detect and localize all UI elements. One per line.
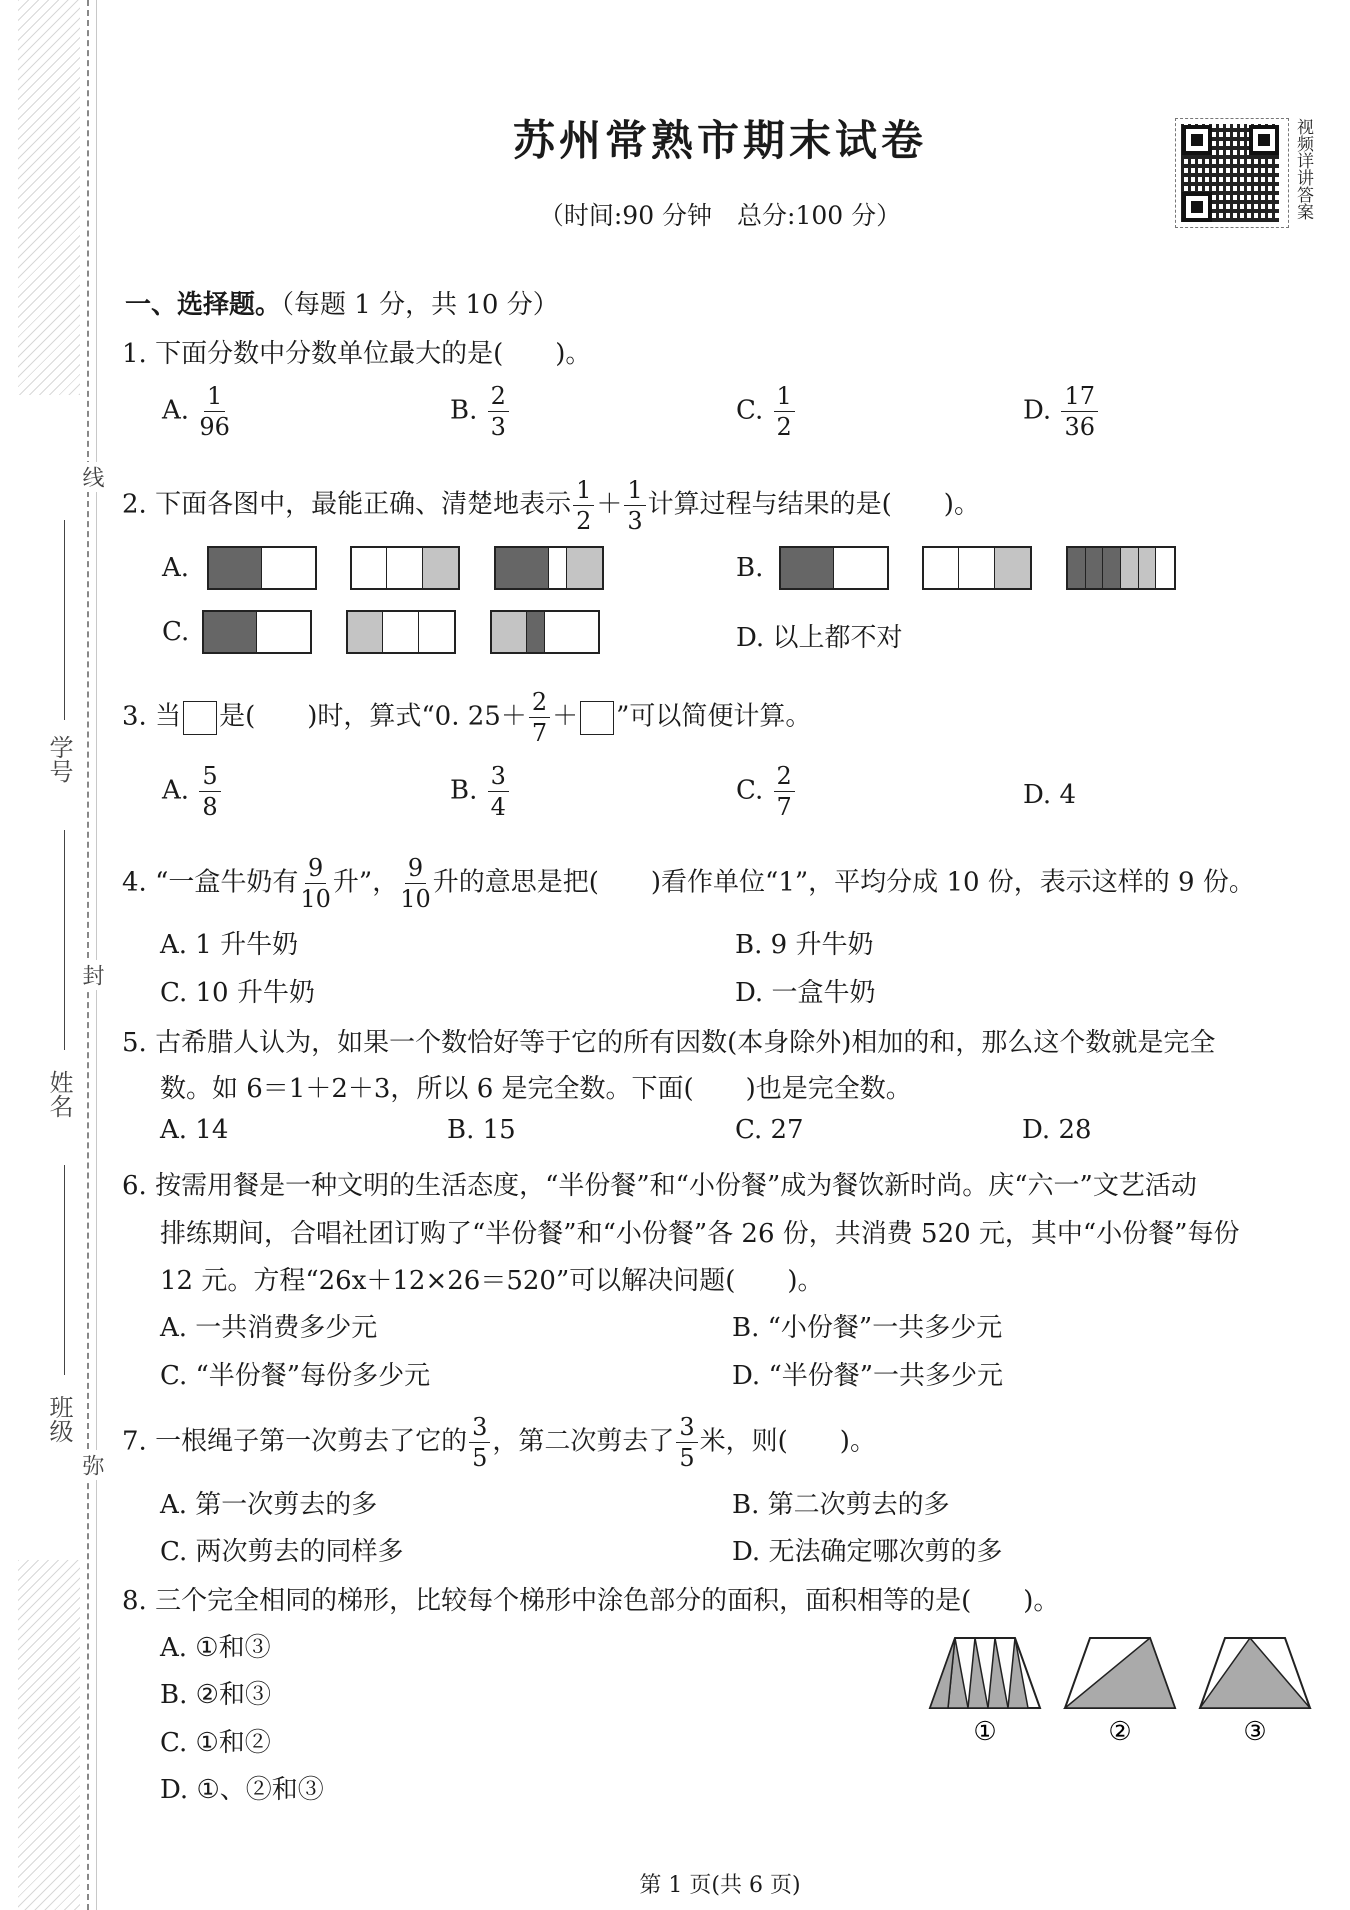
q6-text-line-3: 12 元。方程“26x＋12×26＝520”可以解决问题( )。: [160, 1266, 824, 1296]
fraction: [300, 856, 331, 911]
seal-char-seal: 封: [76, 960, 107, 990]
q5-option-c[interactable]: C. 27: [735, 1115, 804, 1145]
numerator: 2: [488, 384, 509, 412]
section-heading-note: （每题 1 分，共 10 分）: [281, 290, 559, 320]
q6-text-line-1: 6. 按需用餐是一种文明的生活态度，“半份餐”和“小份餐”成为餐饮新时尚。庆“六一”文艺活动: [122, 1171, 1197, 1201]
denominator: 7: [531, 719, 548, 747]
class-label: 班级: [45, 1395, 73, 1443]
q3-text-pre: 3. 当: [122, 701, 182, 732]
q2-option-b-label[interactable]: B.: [736, 553, 764, 583]
q3-text-mid: 是( )时，算式“0. 25＋: [219, 701, 527, 732]
q8-option-d[interactable]: D. ①、②和③: [160, 1775, 324, 1805]
q2-option-c-label[interactable]: C.: [162, 617, 190, 647]
denominator: 2: [776, 413, 792, 441]
student-name-blank[interactable]: [64, 830, 65, 1050]
q2-a-figure-1: [207, 546, 317, 590]
option-label: C.: [736, 775, 764, 806]
qr-finder-icon: [1182, 125, 1212, 155]
numerator: 5: [199, 764, 220, 792]
figure-label-3: ③: [1243, 1717, 1267, 1747]
fraction: [469, 1415, 490, 1470]
option-label: A.: [162, 775, 190, 806]
denominator: 5: [472, 1444, 488, 1472]
denominator: 36: [1064, 413, 1095, 441]
page-edge-line: [96, 0, 97, 1910]
blank-box: [580, 701, 614, 735]
q4-option-b[interactable]: B. 9 升牛奶: [735, 930, 874, 960]
q5-text-line-2: 数。如 6＝1＋2＋3，所以 6 是完全数。下面( )也是完全数。: [160, 1074, 912, 1104]
fraction: [676, 1415, 697, 1470]
q2-a-figure-2: [350, 546, 460, 590]
q5-option-b[interactable]: B. 15: [447, 1115, 516, 1145]
qr-finder-icon: [1249, 125, 1279, 155]
student-id-label: 学号: [45, 735, 73, 783]
q5-option-a[interactable]: A. 14: [160, 1115, 229, 1145]
numerator: 2: [529, 690, 550, 718]
denominator: 8: [202, 793, 218, 821]
option-label: B.: [450, 775, 478, 806]
numerator: 1: [624, 478, 645, 506]
option-label: B.: [450, 395, 478, 426]
student-name-label: 姓名: [45, 1070, 73, 1118]
fraction: [199, 384, 230, 439]
q2-b-figure-1: [779, 546, 889, 590]
q4-text-pre: 4. “一盒牛奶有: [122, 867, 299, 898]
trapezoid-1: [930, 1638, 1040, 1708]
q4-option-a[interactable]: A. 1 升牛奶: [160, 930, 299, 960]
blank-box: [183, 701, 217, 735]
q2-b-figure-2: [922, 546, 1032, 590]
fraction: [774, 764, 795, 819]
numerator: 3: [469, 1415, 490, 1443]
seal-char-closed: 弥: [76, 1450, 107, 1480]
class-blank[interactable]: [64, 1165, 65, 1375]
numerator: 2: [774, 764, 795, 792]
q8-text: 8. 三个完全相同的梯形，比较每个梯形中涂色部分的面积，面积相等的是( )。: [122, 1586, 1060, 1616]
exam-title: 苏州常熟市期末试卷: [512, 116, 927, 165]
option-label: C.: [736, 395, 764, 426]
q2-text-post: 计算过程与结果的是( )。: [647, 489, 980, 520]
denominator: 3: [627, 507, 643, 535]
q4-option-d[interactable]: D. 一盒牛奶: [735, 978, 876, 1008]
q2-b-figure-3: [1066, 546, 1176, 590]
fraction: [1061, 384, 1098, 439]
q3-option-b[interactable]: [450, 764, 511, 819]
fraction: [488, 764, 509, 819]
margin-hatch-bottom: [18, 1560, 80, 1910]
binding-dashed-line: [87, 0, 89, 1910]
numerator: 9: [305, 856, 326, 884]
q3-text: [122, 690, 811, 745]
numerator: 3: [676, 1415, 697, 1443]
section-heading-title: 一、选择题。: [125, 290, 282, 320]
fraction: [488, 384, 509, 439]
denominator: 10: [300, 885, 331, 913]
q1-option-a[interactable]: [162, 384, 232, 439]
q8-trapezoid-figures: [920, 1630, 1330, 1750]
numerator: 1: [573, 478, 594, 506]
q7-text-post: 米，则( )。: [699, 1426, 876, 1457]
seal-char-line: 线: [76, 462, 107, 492]
option-label: A.: [162, 395, 190, 426]
q1-option-b[interactable]: [450, 384, 511, 439]
q7-text-mid: ，第二次剪去了: [492, 1426, 675, 1457]
q3-option-a[interactable]: [162, 764, 223, 819]
q2-c-figure-2: [346, 610, 456, 654]
q7-option-c[interactable]: C. 两次剪去的同样多: [160, 1537, 404, 1567]
q4-option-c[interactable]: C. 10 升牛奶: [160, 978, 315, 1008]
q1-option-d[interactable]: [1023, 384, 1100, 439]
section-heading: [125, 284, 559, 321]
q3-text-post: ”可以简便计算。: [616, 701, 812, 732]
q4-text: [122, 856, 1255, 911]
option-label: D.: [1023, 395, 1052, 426]
page-number: 第 1 页(共 6 页): [639, 1873, 801, 1898]
numerator: 9: [405, 856, 426, 884]
q4-text-post: 升的意思是把( )看作单位“1”，平均分成 10 份，表示这样的 9 份。: [432, 867, 1255, 898]
plus-sign: ＋: [552, 701, 579, 732]
plus-sign: ＋: [596, 489, 623, 520]
q7-text-pre: 7. 一根绳子第一次剪去了它的: [122, 1426, 468, 1457]
trapezoid-3: [1200, 1638, 1310, 1708]
numerator: 1: [204, 384, 225, 412]
qr-finder-icon: [1182, 192, 1212, 222]
q1-text: 1. 下面分数中分数单位最大的是( )。: [122, 339, 592, 369]
q6-option-c[interactable]: C. “半份餐”每份多少元: [160, 1361, 431, 1391]
numerator: 3: [488, 764, 509, 792]
fraction: [624, 478, 645, 533]
student-id-blank[interactable]: [64, 520, 65, 720]
denominator: 3: [490, 413, 506, 441]
denominator: 4: [490, 793, 506, 821]
denominator: 2: [576, 507, 592, 535]
q2-option-d[interactable]: D. 以上都不对: [736, 623, 903, 653]
q2-option-a-label[interactable]: A.: [162, 553, 190, 583]
fraction: [199, 764, 220, 819]
q6-text-line-2: 排练期间，合唱社团订购了“半份餐”和“小份餐”各 26 份，共消费 520 元，其中“小份餐”每份: [160, 1219, 1240, 1249]
numerator: 17: [1061, 384, 1098, 412]
exam-subtitle: （时间:90 分钟 总分:100 分）: [538, 201, 902, 230]
q7-option-a[interactable]: A. 第一次剪去的多: [160, 1490, 378, 1520]
q7-option-b[interactable]: B. 第二次剪去的多: [732, 1490, 950, 1520]
q8-option-c[interactable]: C. ①和②: [160, 1728, 271, 1758]
fraction: [573, 478, 594, 533]
denominator: 5: [679, 1444, 695, 1472]
trapezoid-2: [1065, 1638, 1175, 1708]
q3-option-d[interactable]: D. 4: [1023, 780, 1076, 810]
figure-label-1: ①: [973, 1717, 997, 1747]
q7-option-d[interactable]: D. 无法确定哪次剪的多: [732, 1537, 1003, 1567]
q2-text-pre: 2. 下面各图中，最能正确、清楚地表示: [122, 489, 572, 520]
q8-option-a[interactable]: A. ①和③: [160, 1633, 271, 1663]
figure-label-2: ②: [1108, 1717, 1132, 1747]
denominator: 96: [199, 413, 230, 441]
denominator: 10: [400, 885, 431, 913]
q2-text: [122, 478, 980, 533]
fraction: [400, 856, 431, 911]
q2-c-figure-1: [202, 610, 312, 654]
q3-option-c[interactable]: [736, 764, 797, 819]
qr-code-label: 视频详讲答案: [1293, 118, 1313, 220]
q6-option-b[interactable]: B. “小份餐”一共多少元: [732, 1313, 1003, 1343]
numerator: 1: [774, 384, 795, 412]
q6-option-d[interactable]: D. “半份餐”一共多少元: [732, 1361, 1004, 1391]
q7-text: [122, 1415, 876, 1470]
q8-option-b[interactable]: B. ②和③: [160, 1680, 271, 1710]
q6-option-a[interactable]: A. 一共消费多少元: [160, 1313, 378, 1343]
q5-text-line-1: 5. 古希腊人认为，如果一个数恰好等于它的所有因数(本身除外)相加的和，那么这个数就是完全: [122, 1028, 1216, 1058]
q2-a-figure-3: [494, 546, 604, 590]
fraction: [774, 384, 795, 439]
q2-c-figure-3: [490, 610, 600, 654]
fraction: [529, 690, 550, 745]
q5-option-d[interactable]: D. 28: [1022, 1115, 1092, 1145]
denominator: 7: [776, 793, 792, 821]
q1-option-c[interactable]: [736, 384, 797, 439]
q4-text-mid: 升”，: [332, 867, 399, 898]
